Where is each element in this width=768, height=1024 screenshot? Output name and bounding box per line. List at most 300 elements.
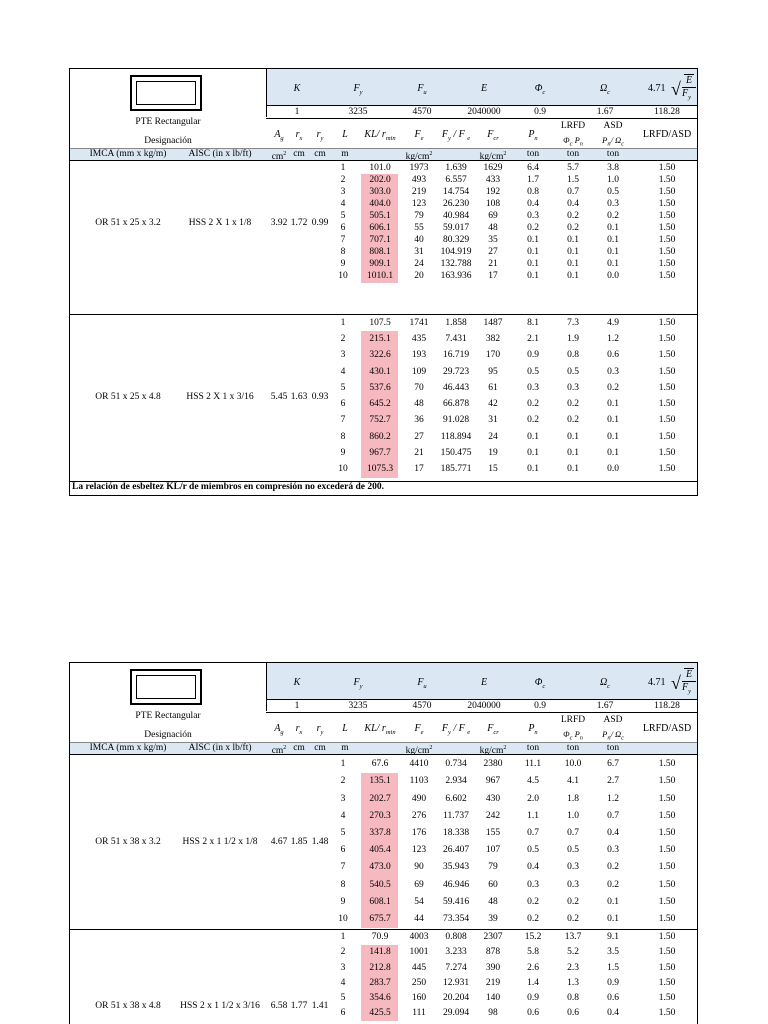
- kl-cell: 101.0: [369, 162, 391, 173]
- fyfe-cell: 1.639: [445, 162, 467, 173]
- fe-cell: 90: [414, 862, 424, 873]
- table-row: [70, 198, 697, 211]
- asd-formula: $P_n/$ $\Omega_c$: [602, 729, 624, 742]
- kl-cell: 212.8: [369, 962, 391, 973]
- asd-formula: $P_n/$ $\Omega_c$: [602, 135, 624, 148]
- unit-fcr: $kg/cm^2$: [479, 151, 507, 163]
- table-row: [70, 366, 697, 379]
- asd-cell: 0.6: [607, 350, 619, 361]
- ry-col-header: $r_y$: [316, 723, 324, 736]
- table-row: [70, 1007, 697, 1020]
- l-cell: 1: [340, 317, 346, 328]
- fcr-cell: 35: [488, 235, 498, 246]
- fcr-cell: 95: [488, 366, 498, 377]
- kl-col-header: KL/ $r_{min}$: [364, 129, 396, 142]
- l-cell: 7: [340, 415, 346, 426]
- asd-col-header: ASD: [603, 715, 623, 725]
- asd-cell: 4.9: [607, 317, 619, 328]
- lrfd-cell: 0.6: [567, 1008, 579, 1019]
- kl-cell: 1010.1: [366, 271, 394, 282]
- formula-numerator: E: [686, 75, 693, 86]
- fcr-cell: 155: [485, 827, 501, 838]
- divider-left: [266, 69, 267, 117]
- table-row: [70, 162, 697, 175]
- fe-cell: 27: [414, 431, 424, 442]
- fe-cell: 123: [411, 845, 427, 856]
- pn-cell: 0.1: [527, 431, 539, 442]
- l-cell: 6: [340, 399, 346, 410]
- kl-cell: 107.5: [369, 317, 391, 328]
- fe-cell: 493: [411, 174, 427, 185]
- l-cell: 4: [340, 810, 346, 821]
- table-row: [70, 258, 697, 271]
- unit-fe: $kg/cm^2$: [405, 151, 433, 163]
- kl-cell: 404.0: [369, 198, 391, 209]
- ratio-cell: 1.50: [658, 932, 676, 943]
- fcr-cell: 19: [488, 448, 498, 459]
- ratio-cell: 1.50: [658, 896, 676, 907]
- ratio-cell: 1.50: [658, 810, 676, 821]
- l-cell: 3: [340, 962, 346, 973]
- lrfd-cell: 0.1: [567, 448, 579, 459]
- rx-value: 1.77: [290, 1001, 308, 1011]
- kl-cell: 707.1: [369, 235, 391, 246]
- ratio-col-header: LRFD/ASD: [642, 723, 692, 734]
- lrfd-cell: 0.2: [567, 913, 579, 924]
- fcr-cell: 17: [488, 271, 498, 282]
- l-cell: 2: [340, 776, 346, 787]
- lrfd-cell: 0.4: [567, 198, 579, 209]
- group-separator: [70, 929, 697, 930]
- kl-cell: 202.0: [369, 174, 391, 185]
- ratio-cell: 1.50: [658, 464, 676, 475]
- pn-cell: 0.4: [527, 198, 539, 209]
- kl-cell: 337.8: [369, 827, 391, 838]
- fe-cell: 109: [411, 366, 427, 377]
- limit-value: 118.28: [654, 107, 680, 117]
- lrfd-cell: 5.2: [567, 947, 579, 958]
- table-row: [70, 246, 697, 259]
- kl-cell: 1075.3: [366, 464, 394, 475]
- ratio-cell: 1.50: [658, 399, 676, 410]
- l-cell: 9: [340, 259, 346, 270]
- asd-cell: 1.0: [607, 174, 619, 185]
- l-cell: 10: [338, 913, 348, 924]
- l-cell: 3: [340, 186, 346, 197]
- fe-cell: 48: [414, 399, 424, 410]
- lrfd-cell: 0.3: [567, 879, 579, 890]
- asd-cell: 0.1: [607, 247, 619, 258]
- ratio-col-header: LRFD/ASD: [642, 129, 692, 140]
- lrfd-cell: 0.2: [567, 210, 579, 221]
- fyfe-cell: 0.734: [445, 759, 467, 770]
- ratio-cell: 1.50: [658, 776, 676, 787]
- fcr-cell: 219: [485, 977, 501, 988]
- lrfd-cell: 0.1: [567, 271, 579, 282]
- pn-cell: 0.4: [527, 862, 539, 873]
- slenderness-note: La relación de esbeltez KL/r de miembros en compresión no excederá de 200.: [72, 482, 384, 492]
- table-row: [70, 977, 697, 990]
- fyfe-col-header: $F_y$ / F $_e$: [441, 129, 471, 142]
- l-cell: 1: [340, 932, 346, 943]
- ratio-cell: 1.50: [658, 759, 676, 770]
- asd-col-header: ASD: [603, 121, 623, 131]
- table-row: [70, 896, 697, 909]
- fcr-cell: 1629: [483, 162, 503, 173]
- table-row: [70, 793, 697, 806]
- table-row: [70, 414, 697, 427]
- fe-cell: 250: [411, 977, 427, 988]
- fyfe-cell: 2.934: [445, 776, 467, 787]
- pn-cell: 6.4: [527, 162, 539, 173]
- l-cell: 1: [340, 759, 346, 770]
- fe-cell: 55: [414, 223, 424, 234]
- asd-cell: 0.3: [607, 845, 619, 856]
- divider-h2: [266, 712, 697, 713]
- ry-value: 0.93: [311, 391, 329, 402]
- pn-cell: 0.1: [527, 271, 539, 282]
- fcr-cell: 60: [488, 879, 498, 890]
- aisc-designation: HSS 2 X 1 x 1/8: [188, 217, 252, 228]
- table-row: [70, 270, 697, 283]
- fe-cell: 17: [414, 464, 424, 475]
- ratio-cell: 1.50: [658, 431, 676, 442]
- divider-h1: [266, 699, 697, 700]
- table-row: [70, 349, 697, 362]
- unit-ag: $cm^2$: [271, 745, 287, 757]
- lrfd-cell: 2.3: [567, 962, 579, 973]
- kl-cell: 283.7: [369, 977, 391, 988]
- phi-symbol: $\Phi_c$: [534, 83, 546, 96]
- unit-pn: ton: [526, 743, 540, 753]
- table-row: [70, 398, 697, 411]
- ratio-cell: 1.50: [658, 259, 676, 270]
- ratio-cell: 1.50: [658, 210, 676, 221]
- asd-cell: 0.0: [607, 464, 619, 475]
- lrfd-cell: 0.1: [567, 235, 579, 246]
- k-value: 1: [294, 701, 300, 711]
- table-row: [70, 447, 697, 460]
- asd-cell: 0.6: [607, 992, 619, 1003]
- lrfd-cell: 1.0: [567, 810, 579, 821]
- ratio-cell: 1.50: [658, 366, 676, 377]
- fe-cell: 160: [411, 992, 427, 1003]
- fcr-cell: 108: [485, 198, 501, 209]
- asd-cell: 0.1: [607, 259, 619, 270]
- ratio-cell: 1.50: [658, 317, 676, 328]
- designacion-label: Designación: [144, 730, 192, 740]
- pn-cell: 4.5: [527, 776, 539, 787]
- unit-ry: cm: [314, 743, 326, 753]
- divider-h2: [266, 118, 697, 119]
- fcr-cell: 878: [485, 947, 501, 958]
- fyfe-cell: 80.329: [442, 235, 470, 246]
- asd-cell: 0.1: [607, 896, 619, 907]
- fe-cell: 31: [414, 247, 424, 258]
- fcr-cell: 967: [485, 776, 501, 787]
- fyfe-cell: 132.788: [440, 259, 472, 270]
- fyfe-cell: 26.407: [442, 845, 470, 856]
- l-cell: 4: [340, 977, 346, 988]
- fcr-cell: 61: [488, 382, 498, 393]
- pn-cell: 15.2: [524, 932, 542, 943]
- divider-h1: [266, 105, 697, 106]
- e-value: 2040000: [467, 107, 501, 117]
- kl-cell: 808.1: [369, 247, 391, 258]
- fe-cell: 435: [411, 333, 427, 344]
- imca-label: IMCA (mm x kg/m): [89, 149, 167, 159]
- ag-value: 3.92: [270, 217, 288, 228]
- unit-ry: cm: [314, 149, 326, 159]
- ratio-cell: 1.50: [658, 962, 676, 973]
- lrfd-cell: 0.1: [567, 247, 579, 258]
- fcr-cell: 433: [485, 174, 501, 185]
- l-cell: 3: [340, 793, 346, 804]
- fy-value: 3235: [348, 107, 368, 117]
- fyfe-cell: 91.028: [442, 415, 470, 426]
- fcr-cell: 27: [488, 247, 498, 258]
- fcr-cell: 24: [488, 431, 498, 442]
- pn-cell: 0.2: [527, 399, 539, 410]
- fyfe-cell: 0.808: [445, 932, 467, 943]
- l-cell: 8: [340, 431, 346, 442]
- unit-fe: $kg/cm^2$: [405, 745, 433, 757]
- rx-value: 1.63: [290, 391, 308, 402]
- pn-cell: 1.7: [527, 174, 539, 185]
- fyfe-cell: 40.984: [442, 210, 470, 221]
- pn-cell: 0.1: [527, 448, 539, 459]
- table-row: [70, 946, 697, 959]
- imca-designation: OR 51 x 25 x 3.2: [95, 217, 161, 228]
- lrfd-cell: 0.2: [567, 223, 579, 234]
- ratio-cell: 1.50: [658, 845, 676, 856]
- lrfd-cell: 1.8: [567, 793, 579, 804]
- lrfd-col-header: LRFD: [560, 715, 586, 725]
- ry-value: 0.99: [311, 217, 329, 228]
- imca-label: IMCA (mm x kg/m): [89, 743, 167, 753]
- fyfe-cell: 26.230: [442, 198, 470, 209]
- aisc-designation: HSS 2 x 1 1/2 x 1/8: [182, 837, 258, 847]
- kl-cell: 645.2: [369, 399, 391, 410]
- l-cell: 5: [340, 382, 346, 393]
- pn-cell: 8.1: [527, 317, 539, 328]
- kl-cell: 608.1: [369, 896, 391, 907]
- pn-cell: 2.6: [527, 962, 539, 973]
- asd-cell: 0.4: [607, 1008, 619, 1019]
- kl-cell: 303.0: [369, 186, 391, 197]
- ry-value: 1.48: [311, 837, 329, 847]
- rectangular-section-icon: [130, 75, 202, 111]
- pn-cell: 0.3: [527, 210, 539, 221]
- compression-table-1: [69, 68, 698, 496]
- kl-cell: 215.1: [369, 333, 391, 344]
- fcr-col-header: $F_{cr}$: [487, 723, 499, 736]
- asd-cell: 0.7: [607, 810, 619, 821]
- kl-cell: 141.8: [369, 947, 391, 958]
- divider-left: [266, 663, 267, 711]
- pn-cell: 0.2: [527, 896, 539, 907]
- asd-cell: 0.2: [607, 879, 619, 890]
- ratio-cell: 1.50: [658, 174, 676, 185]
- lrfd-cell: 0.7: [567, 827, 579, 838]
- asd-cell: 0.1: [607, 235, 619, 246]
- section-name: PTE Rectangular: [135, 117, 201, 127]
- lrfd-cell: 7.3: [567, 317, 579, 328]
- ag-col-header: $A_g$: [274, 723, 284, 736]
- ratio-cell: 1.50: [658, 793, 676, 804]
- lrfd-cell: 0.1: [567, 431, 579, 442]
- table-row: [70, 913, 697, 926]
- fyfe-cell: 6.557: [445, 174, 467, 185]
- asd-cell: 0.1: [607, 415, 619, 426]
- fe-cell: 176: [411, 827, 427, 838]
- table-row: [70, 879, 697, 892]
- l-cell: 5: [340, 827, 346, 838]
- rx-col-header: $r_x$: [295, 129, 303, 142]
- l-cell: 2: [340, 333, 346, 344]
- fe-cell: 111: [412, 1008, 426, 1019]
- sqrt-symbol: √: [671, 673, 681, 693]
- l-cell: 1: [340, 162, 346, 173]
- fcr-cell: 140: [485, 992, 501, 1003]
- fe-cell: 490: [411, 793, 427, 804]
- lrfd-col-header: LRFD: [560, 121, 586, 131]
- fyfe-cell: 7.431: [445, 333, 467, 344]
- e-value: 2040000: [467, 701, 501, 711]
- fyfe-cell: 1.858: [445, 317, 467, 328]
- asd-cell: 6.7: [607, 759, 619, 770]
- imca-designation: OR 51 x 25 x 4.8: [95, 391, 161, 402]
- kl-cell: 752.7: [369, 415, 391, 426]
- fe-cell: 20: [414, 271, 424, 282]
- fyfe-cell: 163.936: [440, 271, 472, 282]
- kl-cell: 405.4: [369, 845, 391, 856]
- l-cell: 3: [340, 350, 346, 361]
- fcr-cell: 242: [485, 810, 501, 821]
- table-row: [70, 810, 697, 823]
- fcr-cell: 79: [488, 862, 498, 873]
- lrfd-cell: 10.0: [564, 759, 582, 770]
- l-cell: 5: [340, 210, 346, 221]
- l-cell: 10: [338, 271, 348, 282]
- fyfe-cell: 7.274: [445, 962, 467, 973]
- formula-numerator: E: [686, 669, 693, 680]
- ratio-cell: 1.50: [658, 333, 676, 344]
- kl-cell: 505.1: [369, 210, 391, 221]
- fyfe-cell: 29.094: [442, 1008, 470, 1019]
- fe-cell: 193: [411, 350, 427, 361]
- fcr-cell: 2307: [483, 932, 503, 943]
- omega-value: 1.67: [596, 107, 614, 117]
- omega-symbol: $\Omega_c$: [599, 677, 611, 690]
- l-cell: 7: [340, 862, 346, 873]
- l-cell: 6: [340, 1008, 346, 1019]
- fcr-cell: 107: [485, 845, 501, 856]
- asd-cell: 1.2: [607, 333, 619, 344]
- pn-cell: 2.0: [527, 793, 539, 804]
- pn-cell: 0.1: [527, 247, 539, 258]
- asd-cell: 3.5: [607, 947, 619, 958]
- unit-asd: ton: [606, 149, 620, 159]
- ratio-cell: 1.50: [658, 913, 676, 924]
- kl-cell: 909.1: [369, 259, 391, 270]
- kl-cell: 425.5: [369, 1008, 391, 1019]
- asd-cell: 0.9: [607, 977, 619, 988]
- ry-value: 1.41: [311, 1001, 329, 1011]
- asd-cell: 0.2: [607, 382, 619, 393]
- kl-cell: 540.5: [369, 879, 391, 890]
- table-row: [70, 962, 697, 975]
- fyfe-cell: 59.416: [442, 896, 470, 907]
- k-value: 1: [294, 107, 300, 117]
- fu-symbol: $F_u$: [417, 677, 427, 690]
- fyfe-cell: 118.894: [440, 431, 472, 442]
- pn-cell: 0.2: [527, 223, 539, 234]
- aisc-label: AISC (in x lb/ft): [188, 743, 252, 753]
- fyfe-cell: 66.878: [442, 399, 470, 410]
- asd-cell: 0.1: [607, 399, 619, 410]
- e-symbol: E: [480, 83, 488, 94]
- fe-cell: 54: [414, 896, 424, 907]
- asd-cell: 0.1: [607, 223, 619, 234]
- pn-col-header: $P_n$: [528, 129, 538, 142]
- rx-col-header: $r_x$: [295, 723, 303, 736]
- pn-cell: 0.8: [527, 186, 539, 197]
- ratio-cell: 1.50: [658, 223, 676, 234]
- lrfd-cell: 0.2: [567, 896, 579, 907]
- asd-cell: 9.1: [607, 932, 619, 943]
- fe-cell: 219: [411, 186, 427, 197]
- ry-col-header: $r_y$: [316, 129, 324, 142]
- fcr-cell: 2380: [483, 759, 503, 770]
- imca-designation: OR 51 x 38 x 4.8: [95, 1001, 161, 1011]
- kl-cell: 967.7: [369, 448, 391, 459]
- ratio-cell: 1.50: [658, 977, 676, 988]
- rx-value: 1.72: [290, 217, 308, 228]
- ratio-cell: 1.50: [658, 448, 676, 459]
- fy-value: 3235: [348, 701, 368, 711]
- lrfd-cell: 0.1: [567, 259, 579, 270]
- l-cell: 8: [340, 247, 346, 258]
- fcr-cell: 48: [488, 223, 498, 234]
- lrfd-cell: 4.1: [567, 776, 579, 787]
- lrfd-formula: $\Phi_c$ $P_n$: [563, 135, 583, 148]
- fe-col-header: $F_e$: [414, 129, 424, 142]
- ag-value: 6.58: [270, 1001, 288, 1011]
- l-cell: 5: [340, 992, 346, 1003]
- k-symbol: K: [293, 83, 301, 94]
- table-row: [70, 234, 697, 247]
- pn-cell: 0.6: [527, 1008, 539, 1019]
- pn-cell: 11.1: [524, 759, 542, 770]
- divider-h4: [70, 754, 697, 755]
- asd-cell: 0.4: [607, 827, 619, 838]
- l-cell: 2: [340, 174, 346, 185]
- unit-pn: ton: [526, 149, 540, 159]
- pn-cell: 0.3: [527, 382, 539, 393]
- lrfd-formula: $\Phi_c$ $P_n$: [563, 729, 583, 742]
- asd-cell: 0.3: [607, 198, 619, 209]
- l-cell: 6: [340, 223, 346, 234]
- l-cell: 10: [338, 464, 348, 475]
- table-row: [70, 775, 697, 788]
- ratio-cell: 1.50: [658, 992, 676, 1003]
- pn-cell: 0.2: [527, 913, 539, 924]
- lrfd-cell: 0.5: [567, 845, 579, 856]
- fcr-cell: 39: [488, 913, 498, 924]
- ratio-cell: 1.50: [658, 415, 676, 426]
- fyfe-cell: 104.919: [440, 247, 472, 258]
